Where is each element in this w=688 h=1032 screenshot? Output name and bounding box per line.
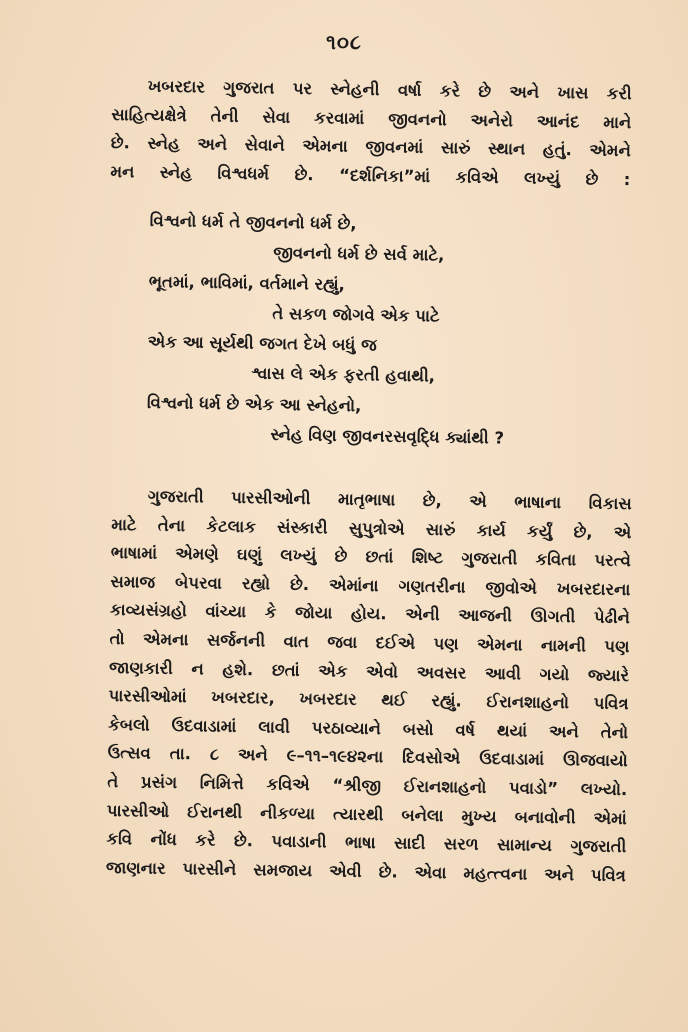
text-line: કવિ નોંધ કરે છે. પવાડાની ભાષા સાદી સરળ સામાન્ય ગુજરાતી — [106, 829, 627, 857]
poem-line: જીવનનો ધર્મ છે સર્વ માટે, — [273, 243, 445, 265]
poem-line: શ્વાસ લે એક ફરતી હવાથી, — [251, 364, 436, 386]
poem-line: વિશ્વનો ધર્મ છે એક આ સ્નેહનો, — [146, 392, 362, 416]
paragraph-parsi — [106, 482, 632, 890]
text-line: પારસીઓ ઈરાનથી નીકળ્યા ત્યારથી બનેલા મુખ્ય બનાવોની એમાં — [106, 800, 627, 828]
text-line: જાણકારી ન હશે. છતાં એક એવો અવસર આવી ગયો જ્યારે — [108, 657, 630, 685]
poem-line: વિશ્વનો ધર્મ તે જીવનનો ધર્મ છે, — [149, 210, 357, 234]
text-line: સમાજ બેપરવા રહ્યો છે. એમાંના ગણતરીના જીવોએ ખબરદારના — [110, 571, 631, 599]
text-line: ગુજરાતી પારસીઓની માતૃભાષા છે, એ ભાષાના વિકાસ — [147, 486, 632, 514]
text-line: ભાષામાં એમણે ઘણું લખ્યું છે છતાં શિષ્ટ ગુજરાતી કવિતા પરત્વે — [110, 543, 631, 571]
text-line: મન સ્નેહ વિશ્વધર્મ છે. “દર્શનિકા”માં કવિએ લખ્યું છે : — [110, 161, 631, 189]
text-line: જાણનાર પારસીને સમજાય એવી છે. એવા મહત્ત્વના અને પવિત્ર — [105, 857, 627, 885]
text-line: ખબરદાર ગુજરાત પર સ્નેહની વર્ષા કરે છે અને ખાસ કરી — [147, 76, 632, 104]
text-line: તો એમના સર્જનની વાત જવા દઈએ પણ એમના નામની પણ — [109, 628, 630, 657]
text-line: માટે તેના કેટલાક સંસ્કારી સુપુત્રોએ સારું કાર્ય કર્યું છે, એ — [111, 514, 632, 542]
text-line: સાહિત્યક્ષેત્રે તેની સેવા કરવામાં જીવનનો અનેરો આનંદ માને — [111, 104, 632, 132]
text-line: કાવ્યસંગ્રહો વાંચ્યા કે જોયા હોય. એની આજની ઊગતી પેઢીને — [109, 600, 631, 628]
text-line: પારસીઓમાં ખબરદાર, ખબરદાર થઈ રહ્યું. ઈરાનશાહનો પવિત્ર — [108, 686, 629, 714]
text-line: કેબલો ઉદવાડામાં લાવી પરઠાવ્યાને બસો વર્ષ થયાં અને તેનો — [108, 714, 629, 742]
poem-line: સ્નેહ વિણ જીવનરસવૃદ્ધિ ક્યાંથી ? — [270, 424, 505, 448]
poem-quote — [146, 206, 570, 455]
text-line: છે. સ્નેહ અને સેવાને એમના જીવનમાં સારું સ્થાન હતું. એમને — [110, 133, 631, 161]
text-line: તે પ્રસંગ નિમિત્તે કવિએ “શ્રીજી ઈરાનશાહનો પવાડો” લખ્યો. — [107, 771, 628, 800]
page-number: ૧૦૮ — [326, 30, 362, 54]
poem-line: તે સકળ જોગવે એક પાટે — [272, 303, 440, 326]
paragraph-intro — [110, 72, 632, 195]
poem-line: એક આ સૂર્યથી જગત દેખે બધું જ — [147, 332, 377, 355]
poem-line: ભૂતમાં, ભાવિમાં, વર્તમાને રહ્યું, — [148, 271, 346, 294]
text-line: ઉત્સવ તા. ૮ અને ૯–૧૧–૧૯૪૨ના દિવસોએ ઉદવાડામાં ઊજવાયો — [107, 743, 628, 771]
